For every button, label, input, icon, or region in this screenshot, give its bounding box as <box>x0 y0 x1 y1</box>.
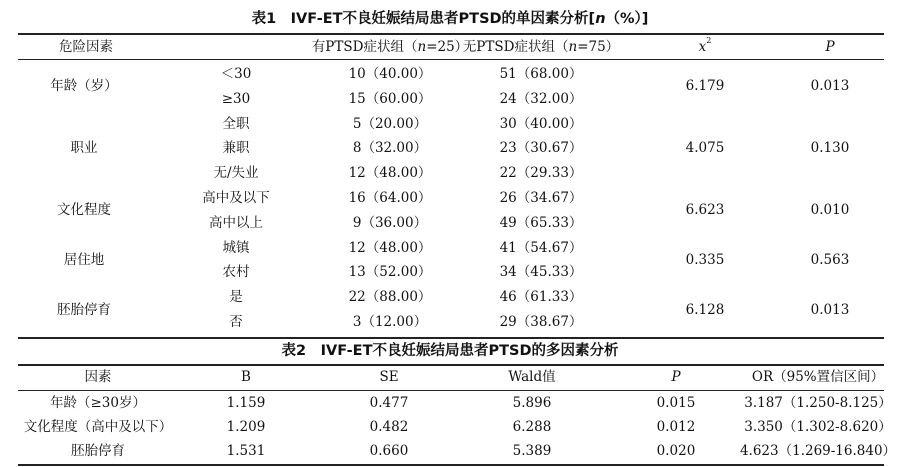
level-label: 高中以上 <box>209 214 263 231</box>
p-value: 0.130 <box>810 140 850 157</box>
level-label: ≥30 <box>221 90 251 107</box>
level-label: 农村 <box>222 264 250 281</box>
factor-label: 居住地 <box>63 252 105 268</box>
table2-header-se: SE <box>379 369 399 385</box>
table1-header-factor: 危险因素 <box>59 39 113 55</box>
factor-cell: 文化程度（高中及以下） <box>23 419 173 435</box>
table2-top-rule <box>18 364 884 366</box>
ptsd-count: 3（12.00） <box>352 314 428 330</box>
p-value: 0.013 <box>810 78 850 95</box>
factor-cell: 胚胎停育 <box>71 443 125 459</box>
factor-label: 年龄（岁） <box>50 78 118 95</box>
chi2-value: 6.623 <box>685 202 725 219</box>
table2-header-rule <box>18 390 884 391</box>
noptsd-count: 46（61.33） <box>499 289 583 306</box>
table2-header-wald: Wald值 <box>508 369 556 385</box>
factor-label: 胚胎停育 <box>57 301 111 318</box>
table1-title: 表1 IVF-ET不良妊娠结局患者PTSD的单因素分析[n（%）] <box>251 11 649 27</box>
level-label: 全职 <box>222 115 250 132</box>
b-cell: 1.209 <box>226 419 266 435</box>
ptsd-count: 15（60.00） <box>348 90 432 107</box>
b-cell: 1.159 <box>226 395 266 411</box>
or-cell: 3.350（1.302-8.620） <box>744 419 892 435</box>
noptsd-count: 51（68.00） <box>499 66 583 82</box>
b-cell: 1.531 <box>226 443 266 459</box>
factor-cell: 年龄（≥30岁） <box>50 395 146 411</box>
p-cell: 0.015 <box>656 395 696 411</box>
ptsd-count: 5（20.00） <box>352 115 428 132</box>
table1-header-ptsd: 有PTSD症状组（n=25） <box>311 39 469 55</box>
table1-header-noptsd: 无PTSD症状组（n=75） <box>462 39 620 55</box>
chi2-value: 6.128 <box>685 301 725 318</box>
wald-cell: 5.389 <box>512 443 552 459</box>
table2-bottom-rule <box>18 464 884 466</box>
wald-cell: 5.896 <box>512 395 552 411</box>
table1-header-rule <box>18 59 884 60</box>
table2-header-factor: 因素 <box>84 369 112 385</box>
chi2-value: 6.179 <box>685 78 725 95</box>
wald-cell: 6.288 <box>512 419 552 435</box>
level-label: 城镇 <box>222 239 250 256</box>
ptsd-count: 10（40.00） <box>348 66 432 82</box>
level-label: 兼职 <box>222 140 250 157</box>
table1-header-p: P <box>825 39 835 55</box>
noptsd-count: 30（40.00） <box>499 115 583 132</box>
or-cell: 3.187（1.250-8.125） <box>744 395 892 411</box>
level-label: 无/失业 <box>213 165 259 182</box>
factor-label: 职业 <box>70 140 98 157</box>
table2-header-or: OR（95%置信区间） <box>751 369 885 385</box>
ptsd-count: 13（52.00） <box>348 264 432 281</box>
factor-label: 文化程度 <box>57 202 111 219</box>
noptsd-count: 26（34.67） <box>499 190 583 206</box>
se-cell: 0.482 <box>369 419 409 435</box>
ptsd-count: 22（88.00） <box>348 289 432 306</box>
chi2-value: 4.075 <box>685 140 725 157</box>
level-label: 否 <box>229 314 243 330</box>
table1-header-chi2: $x^2$ <box>698 36 712 55</box>
p-cell: 0.012 <box>656 419 696 435</box>
table2-title: 表2 IVF-ET不良妊娠结局患者PTSD的多因素分析 <box>281 343 619 359</box>
ptsd-count: 16（64.00） <box>348 190 432 206</box>
table1-top-rule <box>18 33 884 35</box>
noptsd-count: 49（65.33） <box>499 214 583 231</box>
ptsd-count: 9（36.00） <box>352 214 428 231</box>
ptsd-count: 12（48.00） <box>348 165 432 182</box>
ptsd-count: 8（32.00） <box>352 140 428 157</box>
chi2-value: 0.335 <box>685 252 725 268</box>
noptsd-count: 29（38.67） <box>499 314 583 330</box>
noptsd-count: 24（32.00） <box>499 90 583 107</box>
p-cell: 0.020 <box>656 443 696 459</box>
or-cell: 4.623（1.269-16.840） <box>739 443 897 459</box>
table1-bottom-rule <box>18 337 884 339</box>
table2-header-p: P <box>671 369 681 385</box>
noptsd-count: 34（45.33） <box>499 264 583 281</box>
level-label: 是 <box>229 289 243 306</box>
ptsd-count: 12（48.00） <box>348 239 432 256</box>
se-cell: 0.477 <box>369 395 409 411</box>
noptsd-count: 41（54.67） <box>499 239 583 256</box>
noptsd-count: 23（30.67） <box>499 140 583 157</box>
level-label: ＜30 <box>220 66 252 82</box>
p-value: 0.010 <box>810 202 850 219</box>
p-value: 0.563 <box>810 252 850 268</box>
table2-header-b: B <box>241 369 251 385</box>
level-label: 高中及以下 <box>202 190 270 206</box>
se-cell: 0.660 <box>369 443 409 459</box>
p-value: 0.013 <box>810 301 850 318</box>
noptsd-count: 22（29.33） <box>499 165 583 182</box>
